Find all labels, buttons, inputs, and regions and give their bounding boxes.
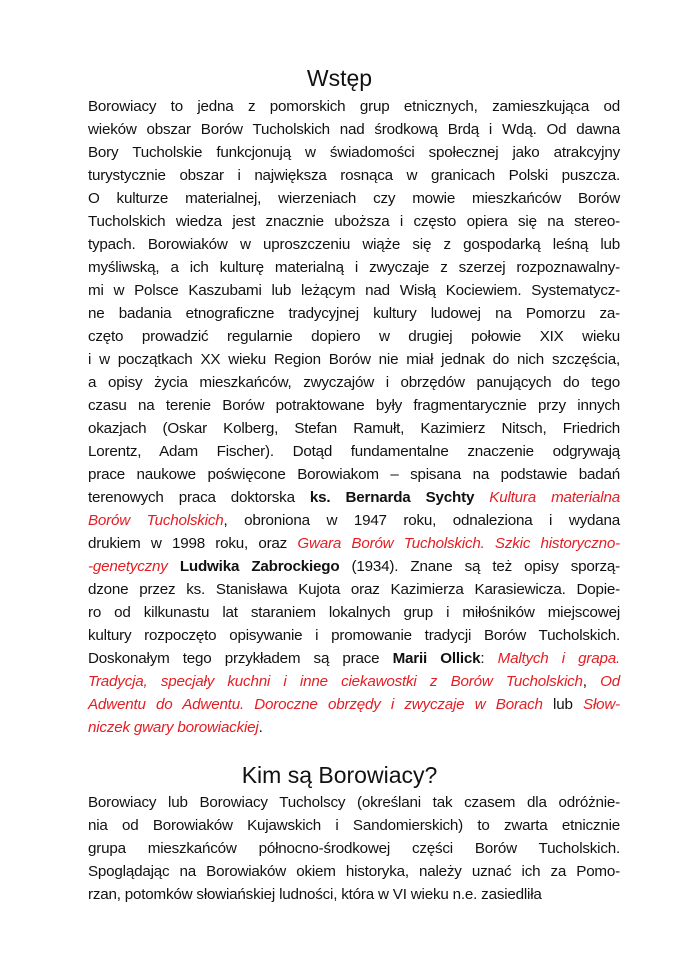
title-reference: Borów Tucholskich <box>88 512 224 529</box>
text-span: częto prowadzić regularnie dopiero w drugiej połowie XIX wieku <box>88 328 620 345</box>
text-line <box>88 839 620 859</box>
text-line <box>88 442 620 462</box>
text-line <box>88 396 620 416</box>
text-line <box>88 304 620 324</box>
text-line <box>88 603 620 623</box>
text-line <box>88 816 620 836</box>
text-line <box>88 327 620 347</box>
text-line <box>88 488 620 508</box>
title-reference: Tradycja, specjały kuchni i inne ciekawostki z Borów Tucholskich <box>88 673 583 690</box>
text-line <box>88 718 620 738</box>
text-line <box>88 419 620 439</box>
text-span: myśliwską, a ich kulturę materialną i zwyczaje z szerzej rozpoznawalny- <box>88 259 620 276</box>
text-span: grupa mieszkańców północno-środkowej części Borów Tucholskich. <box>88 840 620 857</box>
author-name: Marii Ollick <box>392 650 481 667</box>
text-line <box>88 465 620 485</box>
text-span: Doskonałym tego przykładem są prace <box>88 650 393 667</box>
title-reference: Maltych i grapa. <box>497 650 620 667</box>
text-span: turystycznie obszar i największa rosnąca w granicach Polski puszcza. <box>88 167 620 184</box>
text-span: Tucholskich wiedza jest znacznie uboższa i często opiera się na stereo- <box>88 213 620 230</box>
text-span: a opisy życia mieszkańców, zwyczajów i obrzędów panujących do tego <box>88 374 620 391</box>
title-reference: niczek gwary borowiackiej <box>88 719 259 736</box>
text-line <box>88 557 620 577</box>
text-span: i w początkach XX wieku Region Borów nie miał jednak do nich szczęścia, <box>88 351 620 368</box>
text-span: wieków obszar Borów Tucholskich nad środkową Brdą i Wdą. Od dawna <box>88 121 620 138</box>
text-span: czasu na terenie Borów potraktowane były fragmentarycznie przy innych <box>88 397 620 414</box>
text-line <box>88 862 620 882</box>
text-span: O kulturze materialnej, wierzeniach czy mowie mieszkańców Borów <box>88 190 620 207</box>
text-span: prace naukowe poświęcone Borowiakom – spisana na podstawie badań <box>88 466 620 483</box>
text-span <box>474 489 489 506</box>
text-line <box>88 534 620 554</box>
section-title-wstep: Wstęp <box>306 65 373 91</box>
text-line <box>88 120 620 140</box>
text-line <box>88 281 620 301</box>
text-span: (1934). Znane są też opisy sporzą- <box>339 558 620 575</box>
text-line <box>88 695 620 715</box>
text-line <box>88 793 620 813</box>
text-line <box>88 258 620 278</box>
text-span <box>168 558 180 575</box>
text-span: lub <box>542 696 584 713</box>
text-span: kultury rozpoczęto opisywanie i promowanie tradycji Borów Tucholskich. <box>88 627 620 644</box>
text-span: mi w Polsce Kaszubami lub leżącym nad Wisłą Kociewiem. Systematycz- <box>88 282 620 299</box>
title-reference: -genetyczny <box>88 558 168 575</box>
text-line <box>88 235 620 255</box>
text-span: drukiem w 1998 roku, oraz <box>88 535 298 552</box>
text-span: Borowiacy lub Borowiacy Tucholscy (określani tak czasem dla odróżnie- <box>88 794 620 811</box>
text-span: Borowiacy to jedna z pomorskich grup etnicznych, zamieszkująca od <box>88 98 620 115</box>
text-span: dzone przez ks. Stanisława Kujota oraz Kazimierza Karasiewicza. Dopie- <box>88 581 620 598</box>
text-span: nia od Borowiaków Kujawskich i Sandomierskich) to zwarta etnicznie <box>88 817 620 834</box>
text-line <box>88 885 620 905</box>
text-span: , obroniona w 1947 roku, odnaleziona i wydana <box>223 512 620 529</box>
text-line <box>88 373 620 393</box>
text-line <box>88 511 620 531</box>
text-span: : <box>480 650 498 667</box>
title-reference: Adwentu do Adwentu. Doroczne obrzędy i zwyczaje w Borach <box>88 696 543 713</box>
text-line <box>88 350 620 370</box>
text-line <box>88 580 620 600</box>
text-span: Bory Tucholskie funkcjonują w świadomości społecznej jako atrakcyjny <box>88 144 620 161</box>
text-span: ne badania etnograficzne tradycyjnej kultury ludowej na Pomorzu za- <box>88 305 620 322</box>
title-reference: Kultura materialna <box>489 489 620 506</box>
text-span: Spoglądając na Borowiaków okiem historyka, należy uznać ich za Pomo- <box>88 863 620 880</box>
title-reference: Słow- <box>583 696 620 713</box>
text-span: ro od kilkunastu lat staraniem lokalnych grup i miłośników miejscowej <box>88 604 620 621</box>
text-line <box>88 672 620 692</box>
text-line <box>88 97 620 117</box>
author-name: Ludwika Zabrockiego <box>179 558 340 575</box>
title-reference: Od <box>600 673 620 690</box>
text-line <box>88 626 620 646</box>
text-line <box>88 189 620 209</box>
text-span: okazjach (Oskar Kolberg, Stefan Ramułt, Kazimierz Nitsch, Friedrich <box>88 420 620 437</box>
text-line <box>88 649 620 669</box>
author-name: ks. Bernarda Sychty <box>309 489 475 506</box>
section-title-kim-sa-borowiacy: Kim są Borowiacy? <box>241 762 438 788</box>
text-line <box>88 166 620 186</box>
text-span: rzan, potomków słowiańskiej ludności, która w VI wieku n.e. zasiedliła <box>88 886 542 903</box>
text-span: Lorentz, Adam Fischer). Dotąd fundamentalne znaczenie odgrywają <box>88 443 620 460</box>
text-line <box>88 212 620 232</box>
text-span: , <box>582 673 601 690</box>
text-span: . <box>258 719 263 736</box>
text-span: terenowych praca doktorska <box>88 489 310 506</box>
text-span: typach. Borowiaków w uproszczeniu wiąże się z gospodarką leśną lub <box>88 236 620 253</box>
title-reference: Gwara Borów Tucholskich. Szkic historyczno- <box>297 535 620 552</box>
text-line <box>88 143 620 163</box>
